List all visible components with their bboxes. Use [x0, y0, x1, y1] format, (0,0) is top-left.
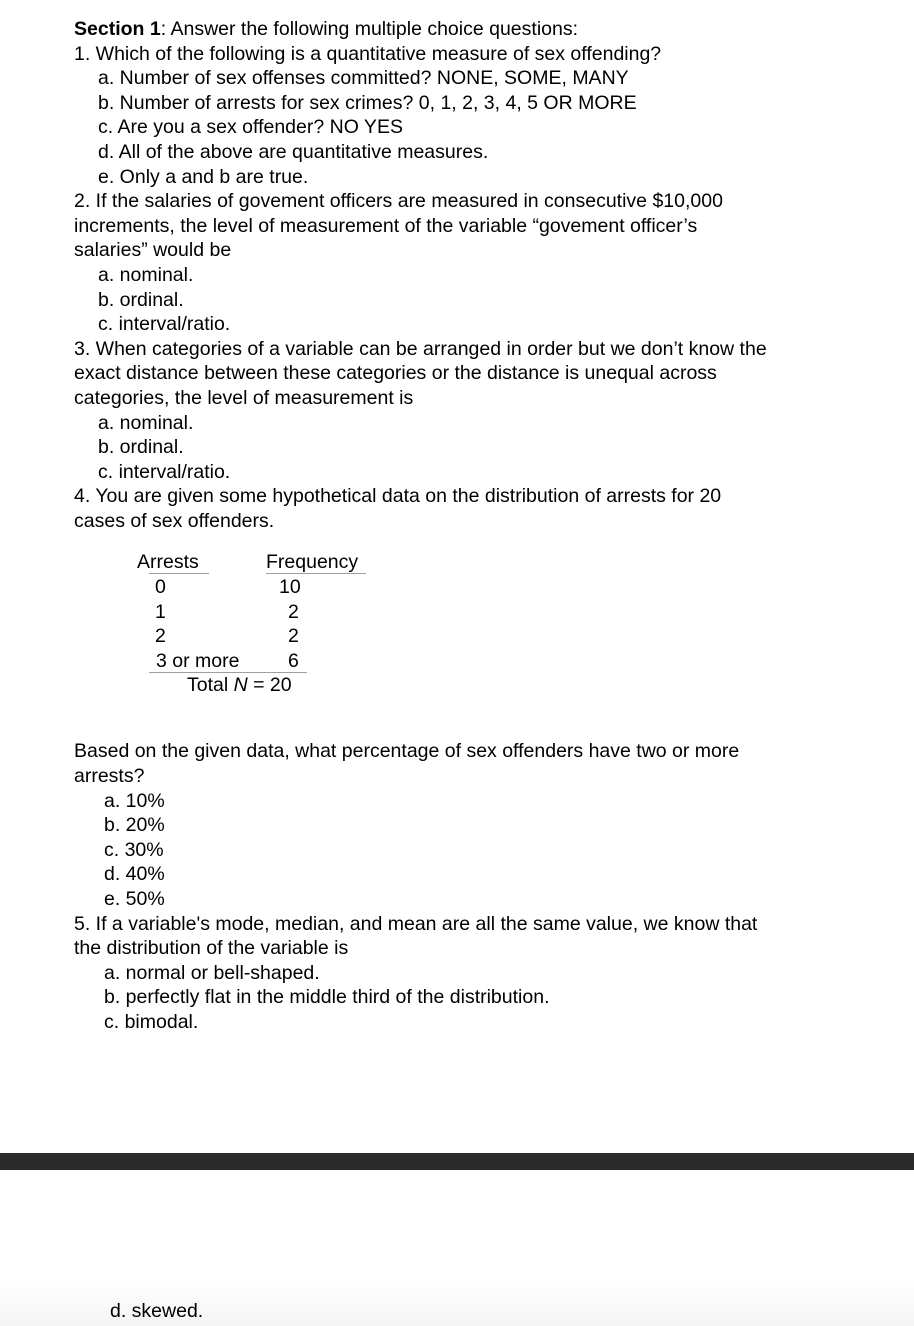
table-cell-arrests-1: 1	[155, 601, 166, 623]
question-2-option-a: a. nominal.	[98, 263, 194, 286]
document-content	[74, 17, 894, 1035]
table-total-prefix: Total	[187, 674, 234, 696]
table-cell-frequency-2: 2	[288, 625, 299, 647]
section-instruction: : Answer the following multiple choice questions:	[160, 18, 579, 40]
table-cell-frequency-0: 10	[279, 576, 301, 598]
table-total-value: = 20	[247, 674, 292, 696]
section-heading	[74, 17, 894, 42]
arrests-frequency-table	[137, 550, 377, 700]
table-total	[187, 673, 292, 698]
question-3-option-b: b. ordinal.	[98, 436, 184, 459]
table-cell-arrests-3: 3 or more	[156, 650, 240, 672]
question-4-option-e: e. 50%	[104, 888, 165, 911]
question-1-option-c: c. Are you a sex offender? NO YES	[98, 116, 403, 139]
question-2-option-b: b. ordinal.	[98, 288, 184, 311]
question-4-option-d: d. 40%	[104, 863, 165, 886]
question-5-option-d: d. skewed.	[110, 1300, 204, 1322]
question-4-prompt-line-2: arrests?	[74, 765, 145, 788]
question-3-option-c: c. interval/ratio.	[98, 460, 231, 483]
table-cell-frequency-1: 2	[288, 601, 299, 623]
table-header-frequency: Frequency	[266, 551, 359, 573]
question-2-line-3: salaries” would be	[74, 239, 232, 262]
table-cell-frequency-3: 6	[288, 650, 299, 672]
question-5-line-2: the distribution of the variable is	[74, 937, 349, 960]
question-4-line-1: 4. You are given some hypothetical data on the distribution of arrests for 20	[74, 485, 722, 508]
question-2-line-2: increments, the level of measurement of the variable “govement officer’s	[74, 214, 698, 237]
table-cell-arrests-2: 2	[155, 625, 166, 647]
question-4-option-c: c. 30%	[104, 838, 164, 861]
question-3-line-3: categories, the level of measurement is	[74, 386, 414, 409]
question-4-line-2: cases of sex offenders.	[74, 509, 275, 532]
question-1-option-a: a. Number of sex offenses committed? NONE, SOME, MANY	[98, 67, 629, 90]
table-header-arrests-underline	[149, 573, 209, 574]
question-3-option-a: a. nominal.	[98, 411, 194, 434]
question-1-option-b: b. Number of arrests for sex crimes? 0, 1, 2, 3, 4, 5 OR MORE	[98, 91, 637, 114]
table-header-frequency-underline	[266, 573, 366, 574]
table-header-arrests: Arrests	[137, 551, 199, 573]
question-3-line-2: exact distance between these categories or the distance is unequal across	[74, 362, 717, 385]
question-4-prompt-line-1: Based on the given data, what percentage of sex offenders have two or more	[74, 740, 740, 763]
table-cell-arrests-0: 0	[155, 576, 166, 598]
question-1-option-e: e. Only a and b are true.	[98, 165, 309, 188]
question-5-option-a: a. normal or bell-shaped.	[104, 961, 320, 984]
question-2-option-c: c. interval/ratio.	[98, 313, 231, 336]
question-1-option-d: d. All of the above are quantitative measures.	[98, 140, 489, 163]
question-5-line-1: 5. If a variable's mode, median, and mean are all the same value, we know that	[74, 912, 758, 935]
question-3-line-1: 3. When categories of a variable can be arranged in order but we don’t know the	[74, 337, 767, 360]
question-2-line-1: 2. If the salaries of govement officers are measured in consecutive $10,000	[74, 190, 723, 213]
table-total-variable: N	[233, 674, 248, 696]
page-break-divider	[0, 1153, 914, 1170]
question-5-option-b: b. perfectly flat in the middle third of the distribution.	[104, 986, 550, 1009]
question-4-option-b: b. 20%	[104, 814, 165, 837]
section-label: Section 1	[74, 18, 161, 40]
question-5-option-c: c. bimodal.	[104, 1011, 199, 1033]
question-4-option-a: a. 10%	[104, 789, 165, 812]
question-1-text: 1. Which of the following is a quantitative measure of sex offending?	[74, 42, 662, 65]
